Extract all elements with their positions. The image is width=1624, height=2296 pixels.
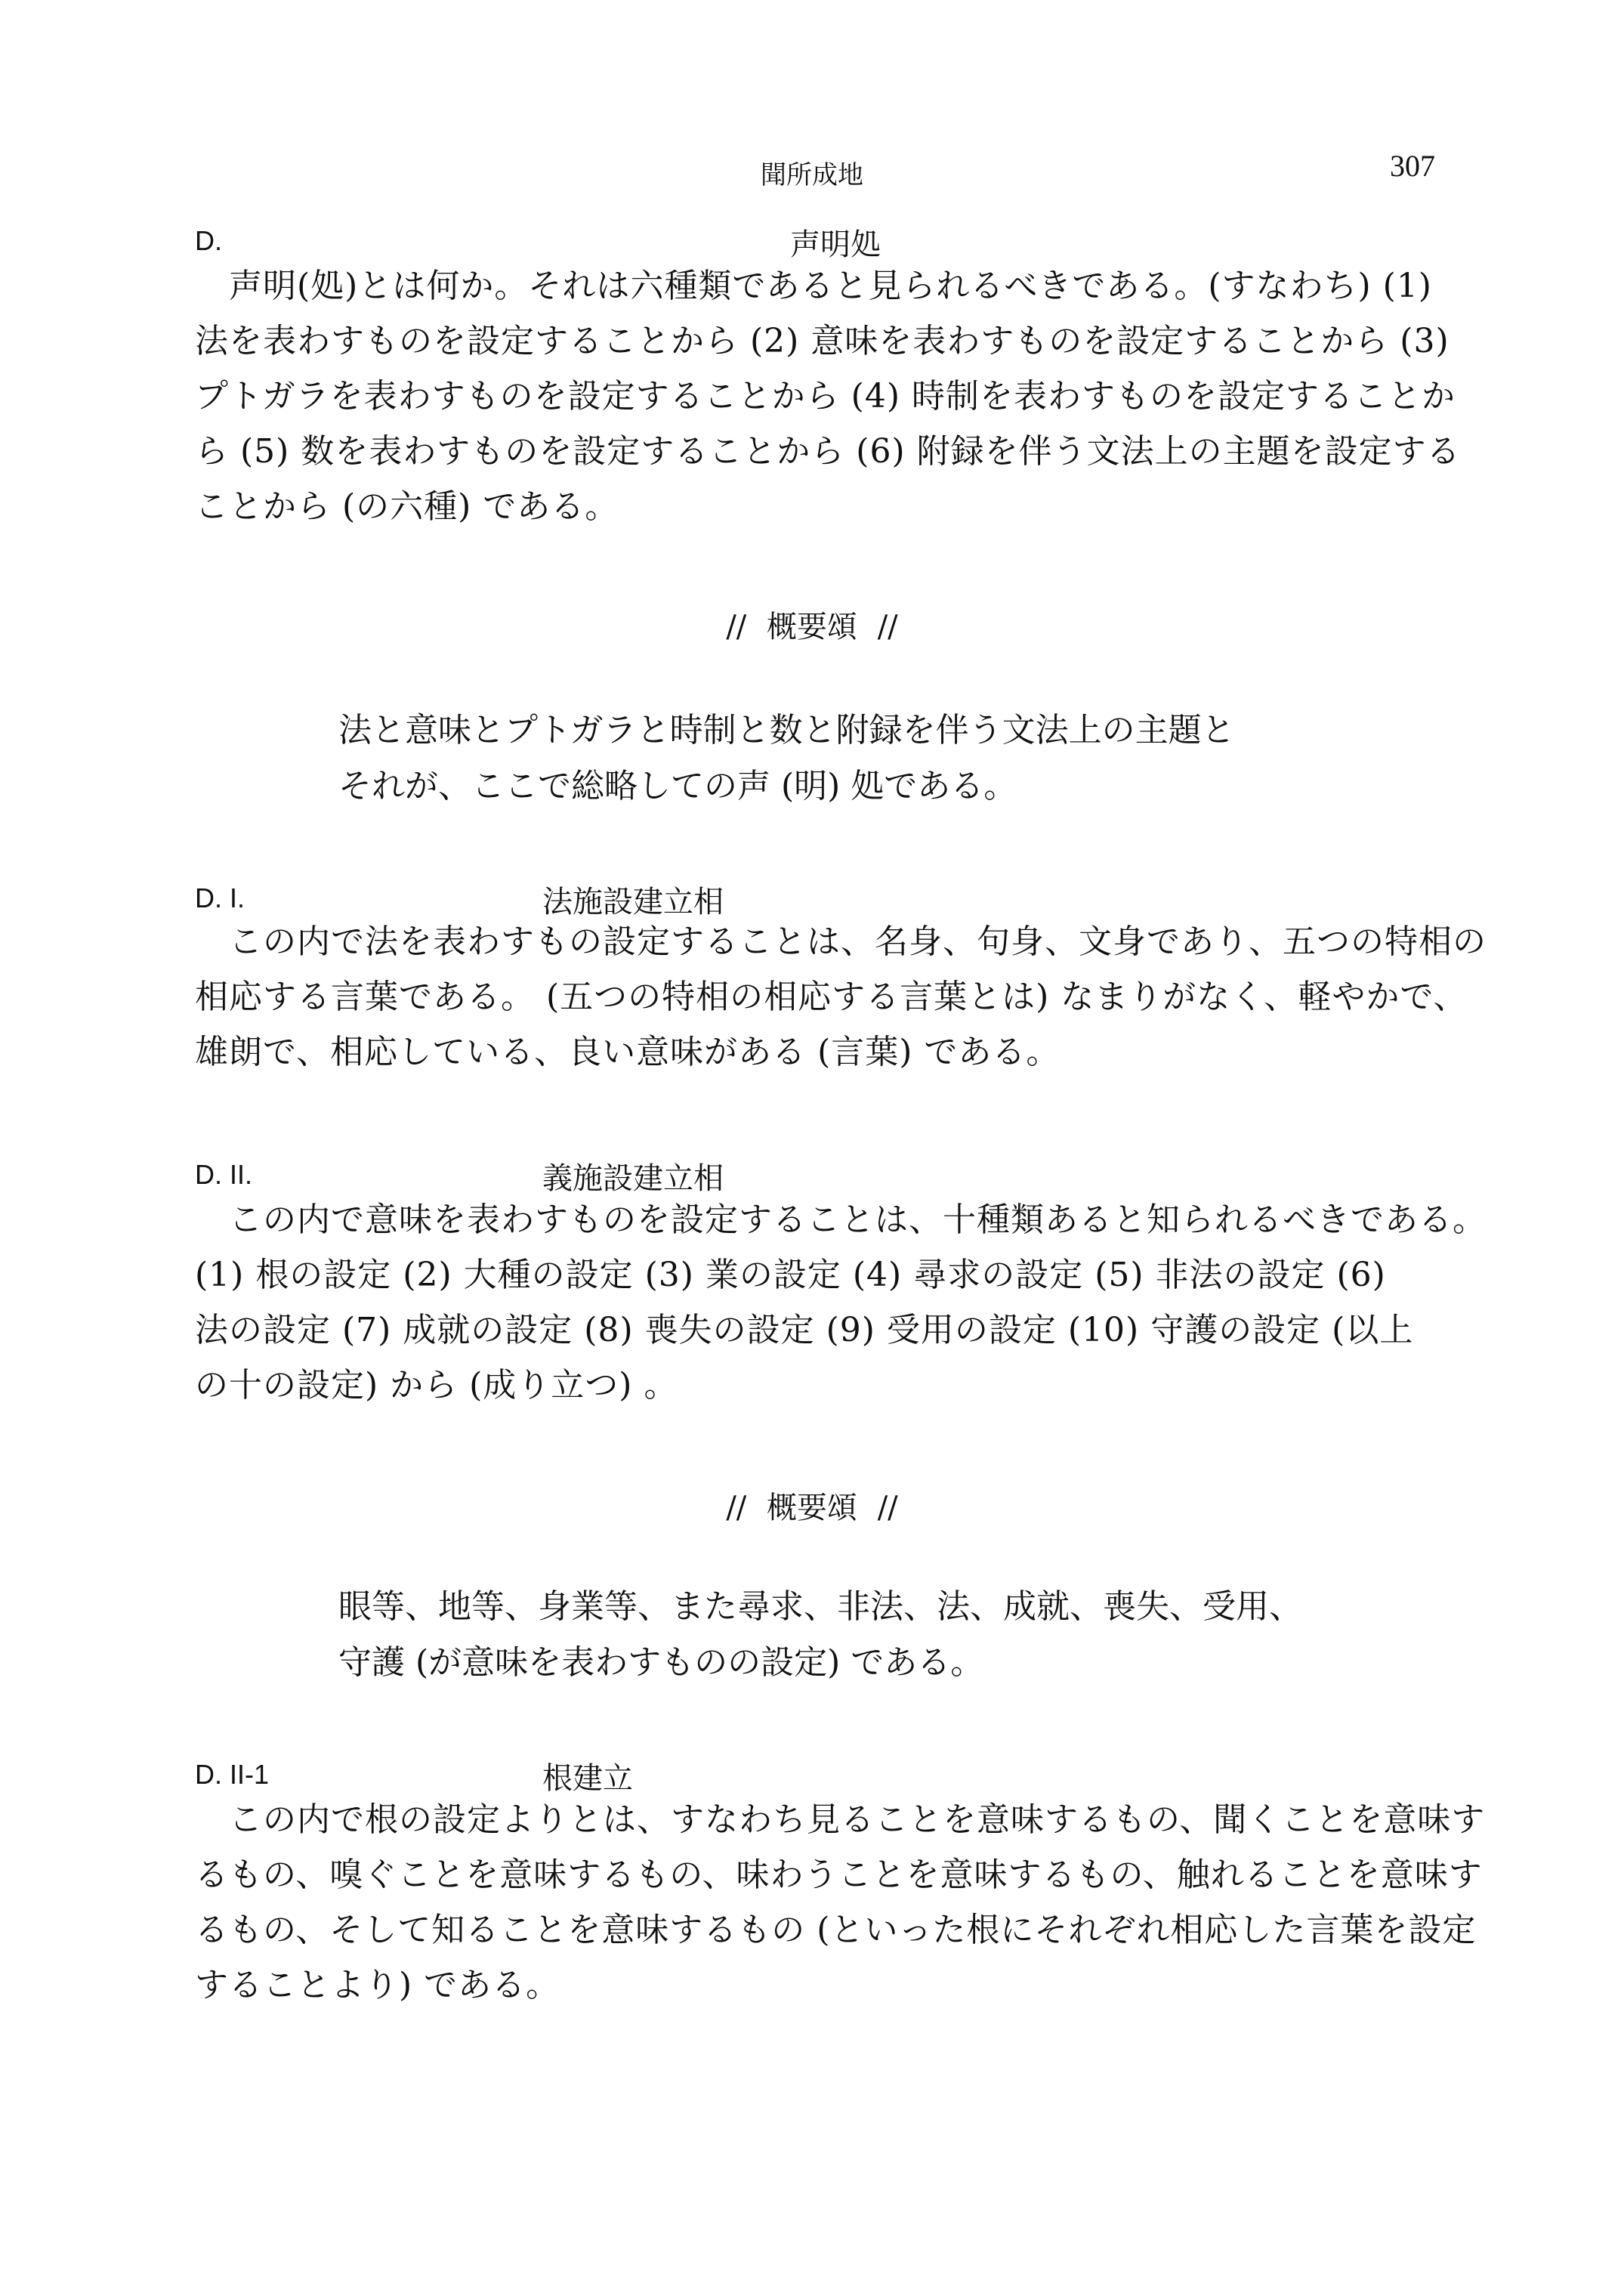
paragraph-line: の十の設定) から (成り立つ) 。	[195, 1366, 678, 1404]
paragraph-line: (1) 根の設定 (2) 大種の設定 (3) 業の設定 (4) 尋求の設定 (5) 非法の設定 (6)	[195, 1256, 1386, 1294]
paragraph-line: 法を表わすものを設定することから (2) 意味を表わすものを設定することから (3)	[195, 322, 1450, 360]
section-title: 法施設建立相	[542, 885, 724, 919]
verse-line: 法と意味とプトガラと時制と数と附録を伴う文法上の主題と	[338, 711, 1235, 749]
paragraph-line: 法の設定 (7) 成就の設定 (8) 喪失の設定 (9) 受用の設定 (10) 守護の設定 (以上	[195, 1311, 1414, 1349]
section-code: D. II-1	[195, 1759, 270, 1790]
paragraph-line: 雄朗で、相応している、良い意味がある (言葉) である。	[195, 1033, 1061, 1071]
section-code: D.	[195, 225, 222, 256]
paragraph-line: この内で意味を表わすものを設定することは、十種類あると知られるべきである。	[195, 1201, 1487, 1239]
verse-line: 守護 (が意味を表わすものの設定) である。	[338, 1643, 984, 1682]
section-title: 義施設建立相	[542, 1161, 724, 1196]
paragraph-d	[195, 258, 1461, 534]
paragraph-line: プトガラを表わすものを設定することから (4) 時制を表わすものを設定することか	[195, 377, 1456, 416]
section-title: 声明処	[790, 227, 881, 262]
paragraph-d2	[195, 1192, 1487, 1413]
paragraph-line: るもの、嗅ぐことを意味するもの、味わうことを意味するもの、触れることを意味す	[195, 1856, 1483, 1894]
paragraph-line: るもの、そして知ることを意味するもの (といった根にそれぞれ相応した言葉を設定	[195, 1911, 1477, 1949]
paragraph-d1	[195, 914, 1487, 1080]
page-number: 307	[1390, 149, 1435, 183]
section-code: D. II.	[195, 1159, 253, 1190]
paragraph-line: この内で根の設定よりとは、すなわち見ることを意味するもの、聞くことを意味す	[195, 1800, 1486, 1839]
paragraph-line: 声明(処)とは何か。それは六種類であると見られるべきである。(すなわち) (1)	[195, 267, 1432, 305]
verse-line: 眼等、地等、身業等、また尋求、非法、法、成就、喪失、受用、	[338, 1587, 1302, 1626]
verse-heading: // 概要頌 //	[726, 610, 898, 644]
section-title: 根建立	[542, 1761, 633, 1796]
paragraph-line: ことから (の六種) である。	[195, 487, 619, 526]
paragraph-line: することより) である。	[195, 1966, 560, 2004]
running-title: 聞所成地	[761, 160, 863, 190]
paragraph-line: ら (5) 数を表わすものを設定することから (6) 附録を伴う文法上の主題を設定する	[195, 432, 1461, 471]
paragraph-d2-1	[195, 1792, 1486, 2013]
running-header	[0, 148, 1624, 193]
paragraph-line: この内で法を表わすもの設定することは、名身、句身、文身であり、五つの特相の	[195, 922, 1487, 961]
section-code: D. I.	[195, 882, 245, 913]
verse-2	[338, 1579, 1471, 1691]
paragraph-line: 相応する言葉である。 (五つの特相の相応する言葉とは) なまりがなく、軽やかで、	[195, 978, 1468, 1016]
verse-line: それが、ここで総略しての声 (明) 処である。	[338, 767, 1017, 805]
verse-1	[338, 703, 1471, 814]
verse-heading: // 概要頌 //	[726, 1491, 898, 1525]
